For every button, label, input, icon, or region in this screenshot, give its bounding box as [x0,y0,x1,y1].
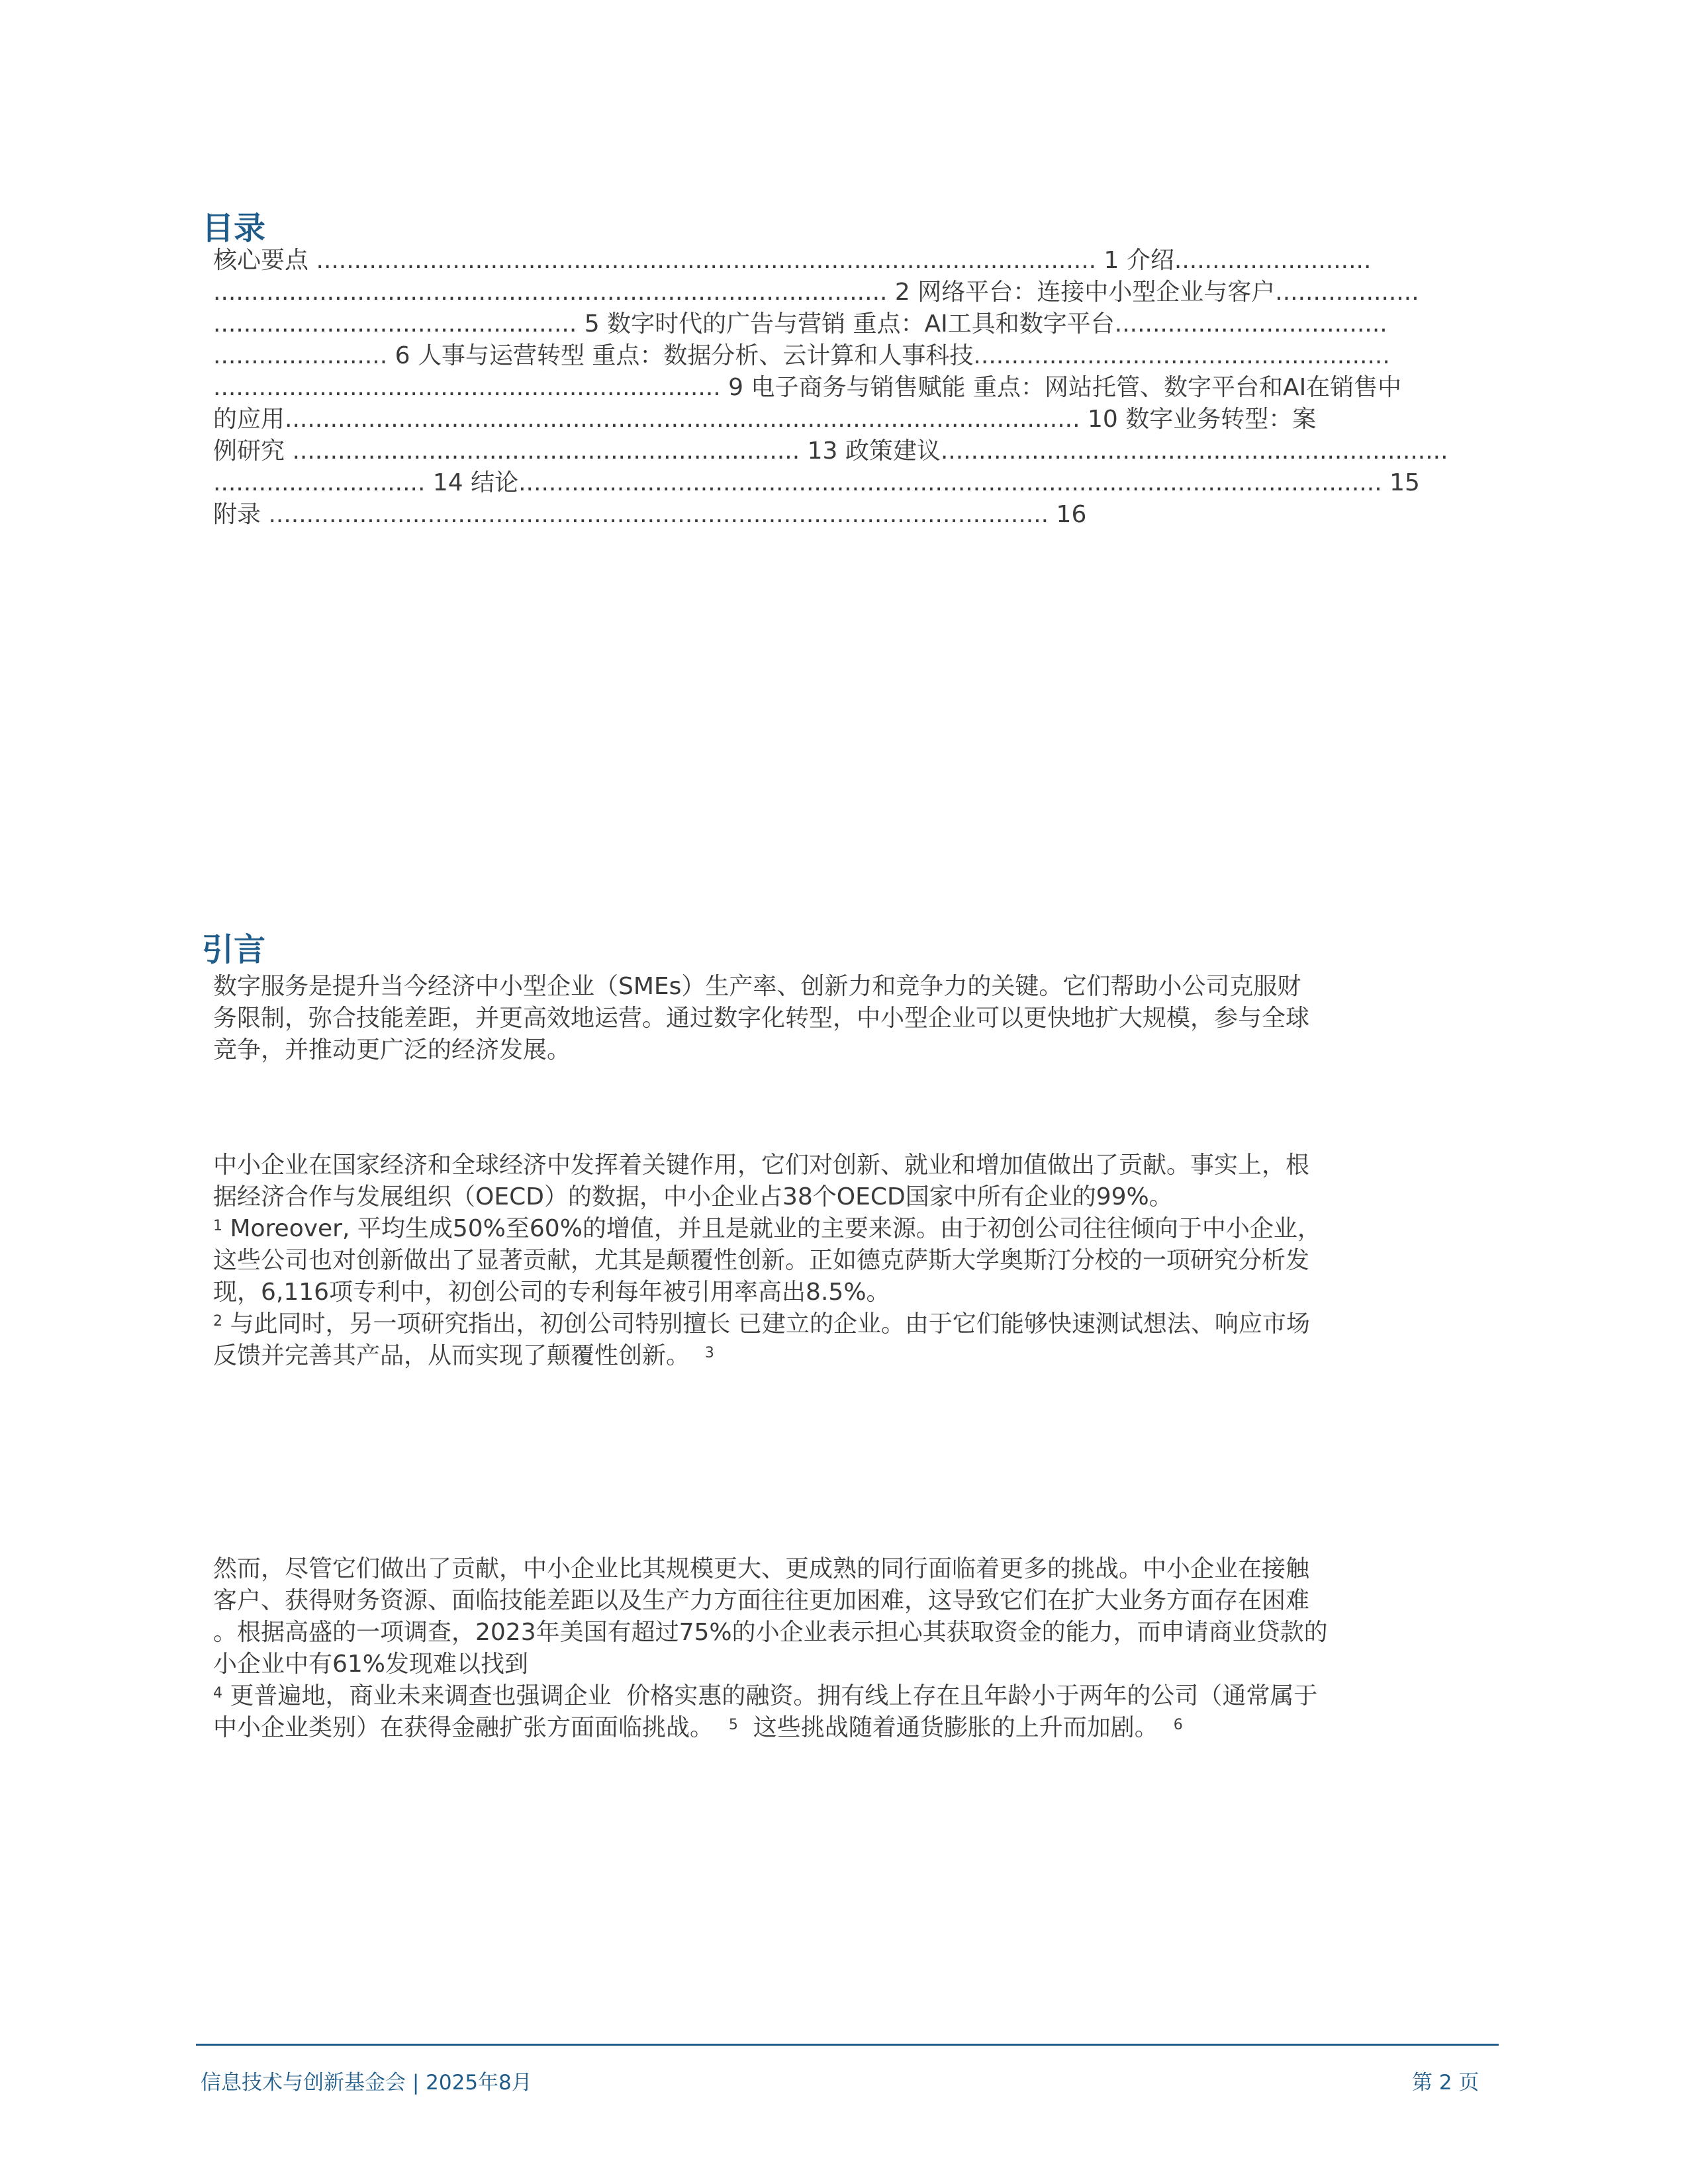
footnote-marker[interactable]: 4 [213,1685,222,1702]
footnote-marker[interactable]: 6 [1173,1717,1183,1733]
footnote-marker[interactable]: 2 [213,1313,222,1330]
footnote-marker[interactable]: 1 [213,1218,222,1234]
toc-line[interactable]: ............................ 14 结论.................................................................................................................. 15 [213,469,1420,496]
toc-line[interactable]: 核心要点 ....................................................................................................... 1 介绍.......................... [213,247,1372,274]
paragraph-line: 小企业中有61%发现难以找到 [213,1651,529,1678]
paragraph-line: 务限制，弥合技能差距，并更高效地运营。通过数字化转型，中小型企业可以更快地扩大规模，参与全球 [213,1005,1310,1032]
toc-line[interactable]: 的应用......................................................................................................... 10 数字业务转型：案 [213,406,1317,433]
paragraph-line: 据经济合作与发展组织（OECD）的数据，中小企业占38个OECD国家中所有企业的99%。 [213,1183,1173,1210]
page-number: 第 2 页 [1412,2071,1479,2095]
toc-line[interactable]: 例研究 ................................................................... 13 政策建议................................................................... [213,437,1448,465]
paragraph-line: 。根据高盛的一项调查，2023年美国有超过75%的小企业表示担心其获取资金的能力，而申请商业贷款的 [213,1619,1328,1646]
footer-divider [196,2044,1499,2046]
paragraph-line: 中小企业在国家经济和全球经济中发挥着关键作用，它们对创新、就业和增加值做出了贡献。事实上，根 [213,1152,1310,1179]
paragraph-line: 竞争，并推动更广泛的经济发展。 [213,1036,571,1064]
paragraph-line: 这些公司也对创新做出了显著贡献，尤其是颠覆性创新。正如德克萨斯大学奥斯汀分校的一项研究分析发 [213,1247,1310,1274]
paragraph-line: 反馈并完善其产品，从而实现了颠覆性创新。 $^3$ [213,1342,714,1369]
paragraph-line: 然而，尽管它们做出了贡献，中小企业比其规模更大、更成熟的同行面临着更多的挑战。中小企业在接触 [213,1555,1310,1582]
toc-heading: 目录 [202,210,266,247]
paragraph-line: 现，6,116项专利中，初创公司的专利每年被引用率高出8.5%。 [213,1279,890,1306]
footnote-marker[interactable]: 3 [704,1345,714,1361]
toc-line[interactable]: 附录 ....................................................................................................... 16 [213,501,1087,528]
intro-heading: 引言 [202,931,266,968]
toc-line[interactable]: ................................................ 5 数字时代的广告与营销 重点：AI工具和数字平台.................................... [213,310,1387,338]
paragraph-line: 客户、获得财务资源、面临技能差距以及生产力方面往往更加困难，这导致它们在扩大业务方面存在困难 [213,1587,1310,1614]
paragraph-line: 数字服务是提升当今经济中小型企业（SMEs）生产率、创新力和竞争力的关键。它们帮助小公司克服财 [213,973,1301,1000]
toc-line[interactable]: ......................................................................................... 2 网络平台：连接中小型企业与客户................... [213,279,1419,306]
paragraph-line: $^2$ 与此同时，另一项研究指出，初创公司特别擅长 已建立的企业。由于它们能够快速测试想法、响应市场 [213,1310,1310,1338]
toc-line[interactable]: ....................... 6 人事与运营转型 重点：数据分析、云计算和人事科技....................................................... [213,342,1390,369]
footnote-marker[interactable]: 5 [728,1717,738,1733]
paragraph-line: $^1$ Moreover, 平均生成50%至60%的增值，并且是就业的主要来源。由于初创公司往往倾向于中小企业， [213,1215,1321,1242]
paragraph-line: $^4$ 更普遍地，商业未来调查也强调企业 价格实惠的融资。拥有线上存在且年龄小于两年的公司（通常属于 [213,1682,1318,1709]
footer-publisher-date: 信息技术与创新基金会 | 2025年8月 [201,2071,532,2095]
paragraph-line: 中小企业类别）在获得金融扩张方面面临挑战。 $^5$ 这些挑战随着通货膨胀的上升而加剧。 $^6$ [213,1714,1183,1741]
toc-line[interactable]: ................................................................... 9 电子商务与销售赋能 重点：网站托管、数字平台和AI在销售中 [213,374,1402,401]
